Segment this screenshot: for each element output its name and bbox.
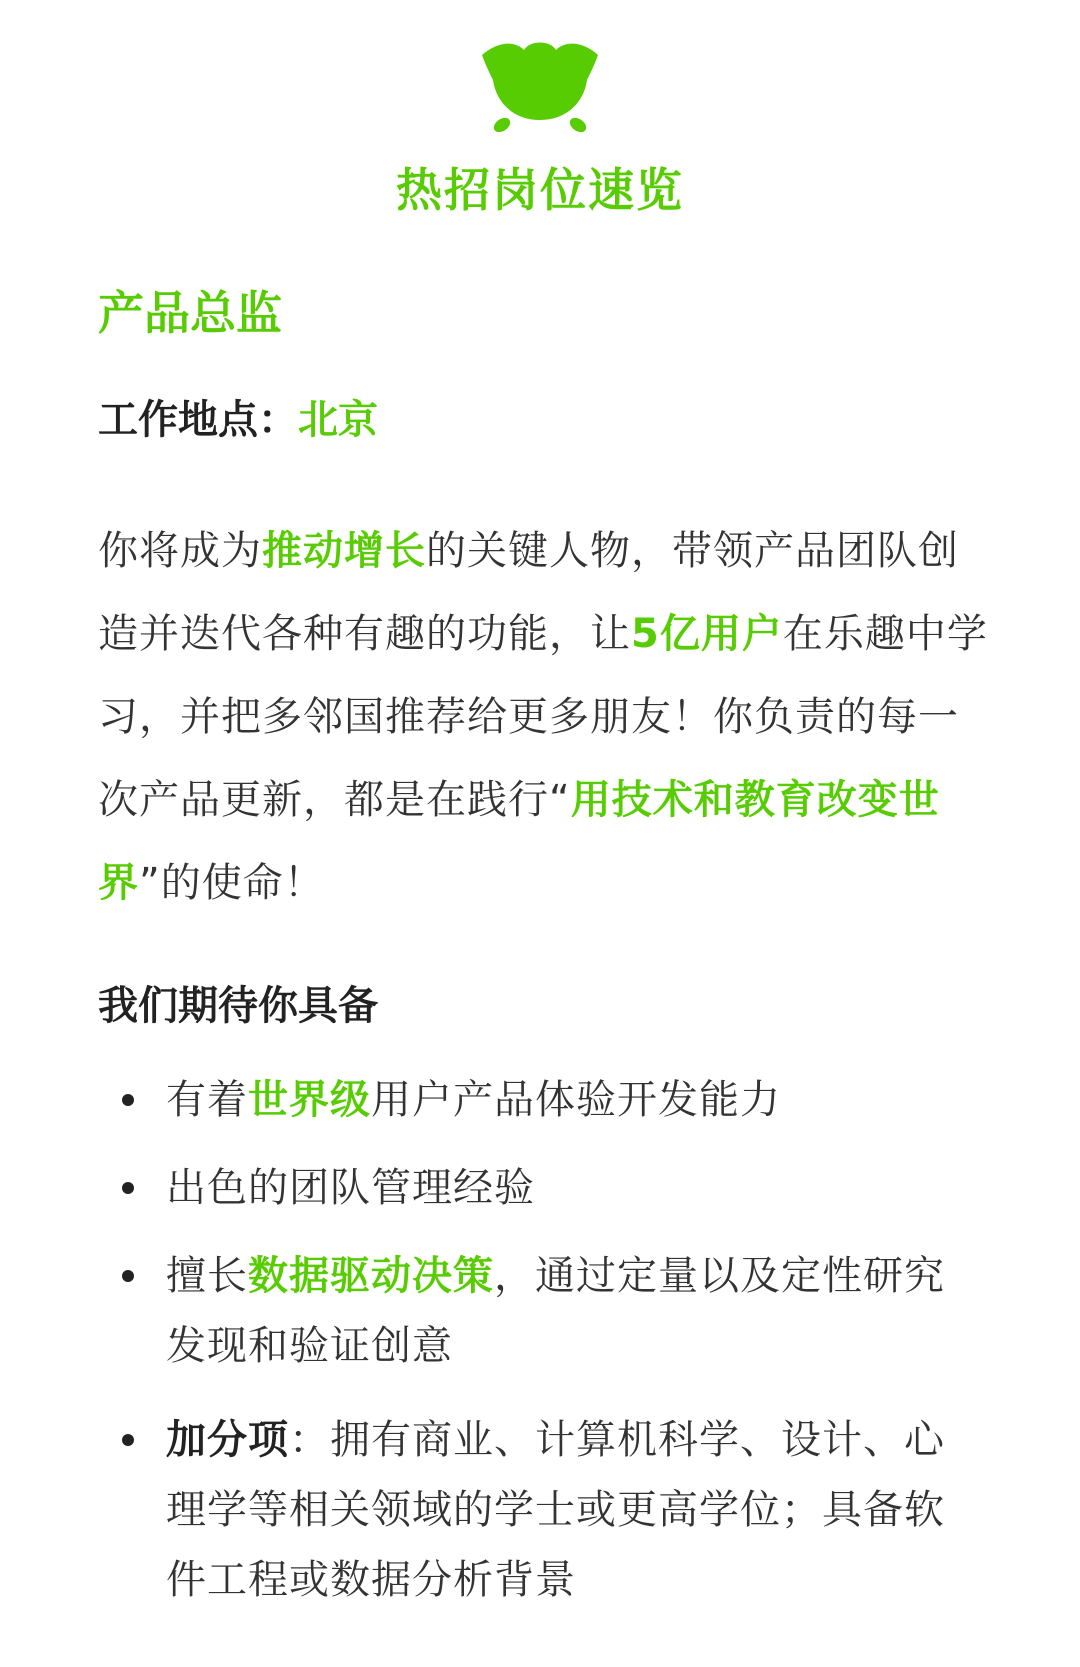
location-value: 北京 (298, 397, 378, 443)
desc-text-4: ”的使命！ (139, 860, 325, 906)
item-label: 加分项 (166, 1417, 289, 1463)
item-highlight: 世界级 (248, 1077, 371, 1123)
bullet-icon (122, 1434, 134, 1446)
bullet-icon (122, 1182, 134, 1194)
desc-highlight-users: 5亿用户 (631, 611, 783, 657)
list-item (98, 1241, 978, 1381)
desc-text-2: 的关键人物，带领产品团队创造并迭代各种有趣的功能，让 (98, 528, 959, 657)
desc-highlight-mission: 用技术和教育改变世界 (98, 777, 940, 906)
item-text: 有着 (166, 1077, 248, 1123)
item-text: ，通过定量以及定性研究发现和验证创意 (166, 1253, 945, 1369)
requirements-title: 我们期待你具备 (98, 983, 378, 1029)
duo-owl-icon (472, 30, 608, 140)
desc-text-1: 你将成为 (98, 528, 262, 574)
list-item (98, 1153, 978, 1223)
item-text: 擅长 (166, 1253, 248, 1299)
page-title: 热招岗位速览 (396, 163, 684, 217)
location-label: 工作地点： (98, 397, 298, 443)
list-item (98, 1405, 978, 1615)
bullet-icon (122, 1270, 134, 1282)
item-highlight: 数据驱动决策 (248, 1253, 494, 1299)
item-text: 出色的团队管理经验 (166, 1165, 535, 1211)
job-location (98, 392, 378, 448)
list-item (98, 1065, 978, 1135)
job-title: 产品总监 (98, 286, 282, 340)
desc-highlight-growth: 推动增长 (262, 528, 426, 574)
bullet-icon (122, 1094, 134, 1106)
item-text: ：拥有商业、计算机科学、设计、心理学等相关领域的学士或更高学位；具备软件工程或数据分析背景 (166, 1417, 945, 1603)
desc-text-3: 在乐趣中学习，并把多邻国推荐给更多朋友！你负责的每一次产品更新，都是在践行“ (98, 611, 988, 823)
requirements-list (98, 1065, 978, 1615)
item-text: 用户产品体验开发能力 (371, 1077, 781, 1123)
job-description (98, 510, 988, 925)
